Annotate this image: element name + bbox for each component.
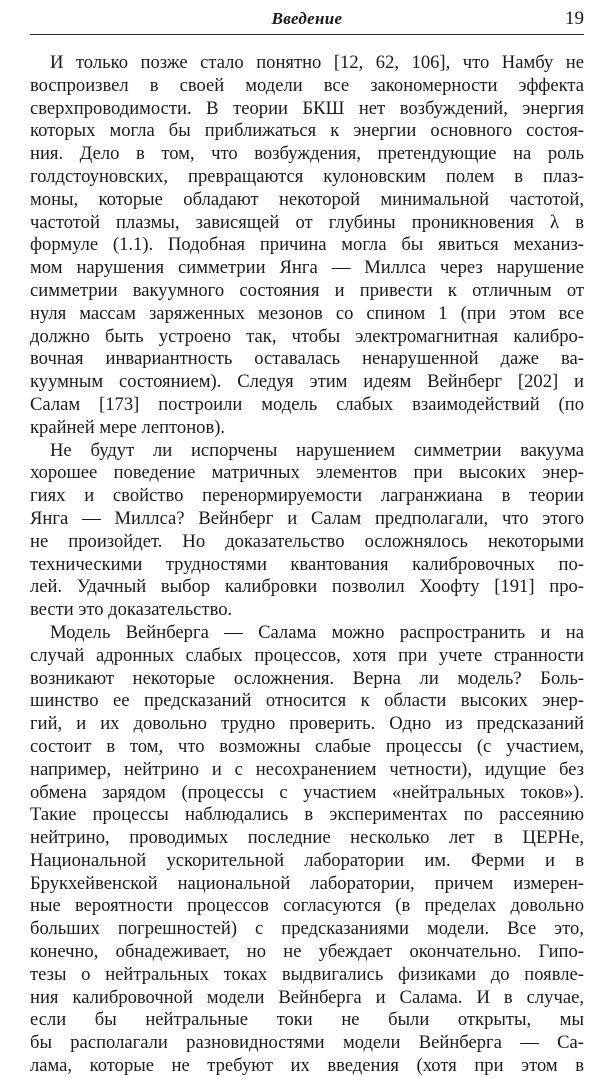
body-text bbox=[30, 52, 584, 1078]
text-line: лей. Удачный выбор калибровки позволил Хоофту [191] про- bbox=[30, 576, 584, 598]
text-line: гий, и их довольно трудно проверить. Одно из предсказаний bbox=[30, 713, 584, 735]
text-line: Не будут ли испорчены нарушением симметрии вакуума bbox=[50, 439, 584, 461]
text-line: Брукхейвенской национальной лаборатории, причем измерен- bbox=[30, 872, 584, 894]
text-line: случай адронных слабых процессов, хотя при учете странности bbox=[30, 644, 584, 666]
paragraph bbox=[30, 622, 584, 1078]
text-line: И только позже стало понятно [12, 62, 106], что Намбу не bbox=[50, 52, 584, 73]
text-line: больших погрешностей) с предсказаниями модели. Все это, bbox=[30, 918, 584, 940]
text-line: вести это доказательство. bbox=[30, 599, 233, 621]
page-number: 19 bbox=[565, 8, 584, 29]
text-line: тезы о нейтральных токах выдвигались физиками до появле- bbox=[30, 963, 584, 985]
paragraph bbox=[30, 52, 584, 440]
text-line: должно быть устроено так, чтобы электромагнитная калибро- bbox=[30, 325, 584, 347]
text-line: если бы нейтральные токи не были открыты, мы bbox=[30, 1009, 584, 1031]
text-line: гиях и свойство перенормируемости лагранжиана в теории bbox=[30, 485, 584, 507]
text-line: нуля массам заряженных мезонов со спином 1 (при этом все bbox=[30, 302, 584, 324]
text-line: воспроизвел в своей модели все закономерности эффекта bbox=[30, 74, 584, 96]
text-line: лама, которые не требуют их введения (хотя при этом в bbox=[30, 1055, 584, 1077]
text-line: Национальной ускорительной лаборатории им. Ферми и в bbox=[30, 849, 584, 871]
text-line: крайней мере лептонов). bbox=[30, 416, 226, 438]
text-line: мом нарушения симметрии Янга — Миллса через нарушение bbox=[30, 257, 584, 279]
text-line: голдстоуновских, превращаются кулоновским полем в плаз- bbox=[30, 165, 584, 187]
text-line: Такие процессы наблюдались в экспериментах по рассеянию bbox=[30, 804, 584, 826]
text-line: моны, которые обладают некоторой минимальной частотой, bbox=[30, 188, 584, 210]
running-header bbox=[30, 4, 584, 35]
text-line: ные вероятности процессов согласуются (в пределах довольно bbox=[30, 895, 584, 917]
text-line: например, нейтрино и с несохранением четности), идущие без bbox=[30, 758, 584, 780]
text-line: шинство ее предсказаний относится к области высоких энер- bbox=[30, 690, 584, 712]
text-line: которых могла бы приближаться к энергии основного состоя- bbox=[30, 120, 584, 142]
text-line: конечно, обнадеживает, но не убеждает окончательно. Гипо- bbox=[30, 941, 584, 963]
text-line: хорошее поведение матричных элементов при высоких энер- bbox=[30, 462, 584, 484]
text-line: обмена зарядом (процессы с участием «нейтральных токов»). bbox=[30, 781, 584, 803]
text-line: ния. Дело в том, что возбуждения, претендующие на роль bbox=[30, 143, 584, 165]
text-line: симметрии вакуумного состояния и привести к отличным от bbox=[30, 279, 584, 301]
text-line: возникают некоторые осложнения. Верна ли модель? Боль- bbox=[30, 667, 584, 689]
text-line: куумным состоянием). Следуя этим идеям Вейнберг [202] и bbox=[30, 371, 584, 393]
text-line: ния калибровочной модели Вейнберга и Салама. И в случае, bbox=[30, 986, 584, 1008]
text-line: нейтрино, проводимых последние несколько лет в ЦЕРНе, bbox=[30, 827, 584, 849]
text-line: состоит в том, что возможны слабые процессы (с участием, bbox=[30, 735, 584, 757]
text-line: не произойдет. Но доказательство осложнялось некоторыми bbox=[30, 530, 584, 552]
text-line: бы располагали разновидностями модели Вейнберга — Са- bbox=[30, 1032, 584, 1054]
text-line: техническими трудностями квантования калибровочных по- bbox=[30, 553, 584, 575]
text-line: вочная инвариантность оставалась ненарушенной даже ва- bbox=[30, 348, 584, 370]
text-line: Салам [173] построили модель слабых взаимодействий (по bbox=[30, 393, 584, 415]
text-line: частотой плазмы, зависящей от глубины проникновения λ в bbox=[30, 211, 584, 233]
text-line: Янга — Миллса? Вейнберг и Салам предполагали, что этого bbox=[30, 507, 584, 529]
text-line: Модель Вейнберга — Салама можно распространить и на bbox=[50, 621, 584, 643]
paragraph bbox=[30, 440, 584, 622]
text-line: сверхпроводимости. В теории БКШ нет возбуждений, энергия bbox=[30, 97, 584, 119]
chapter-title: Введение bbox=[271, 9, 343, 28]
text-line: формуле (1.1). Подобная причина могла бы явиться механиз- bbox=[30, 234, 584, 256]
